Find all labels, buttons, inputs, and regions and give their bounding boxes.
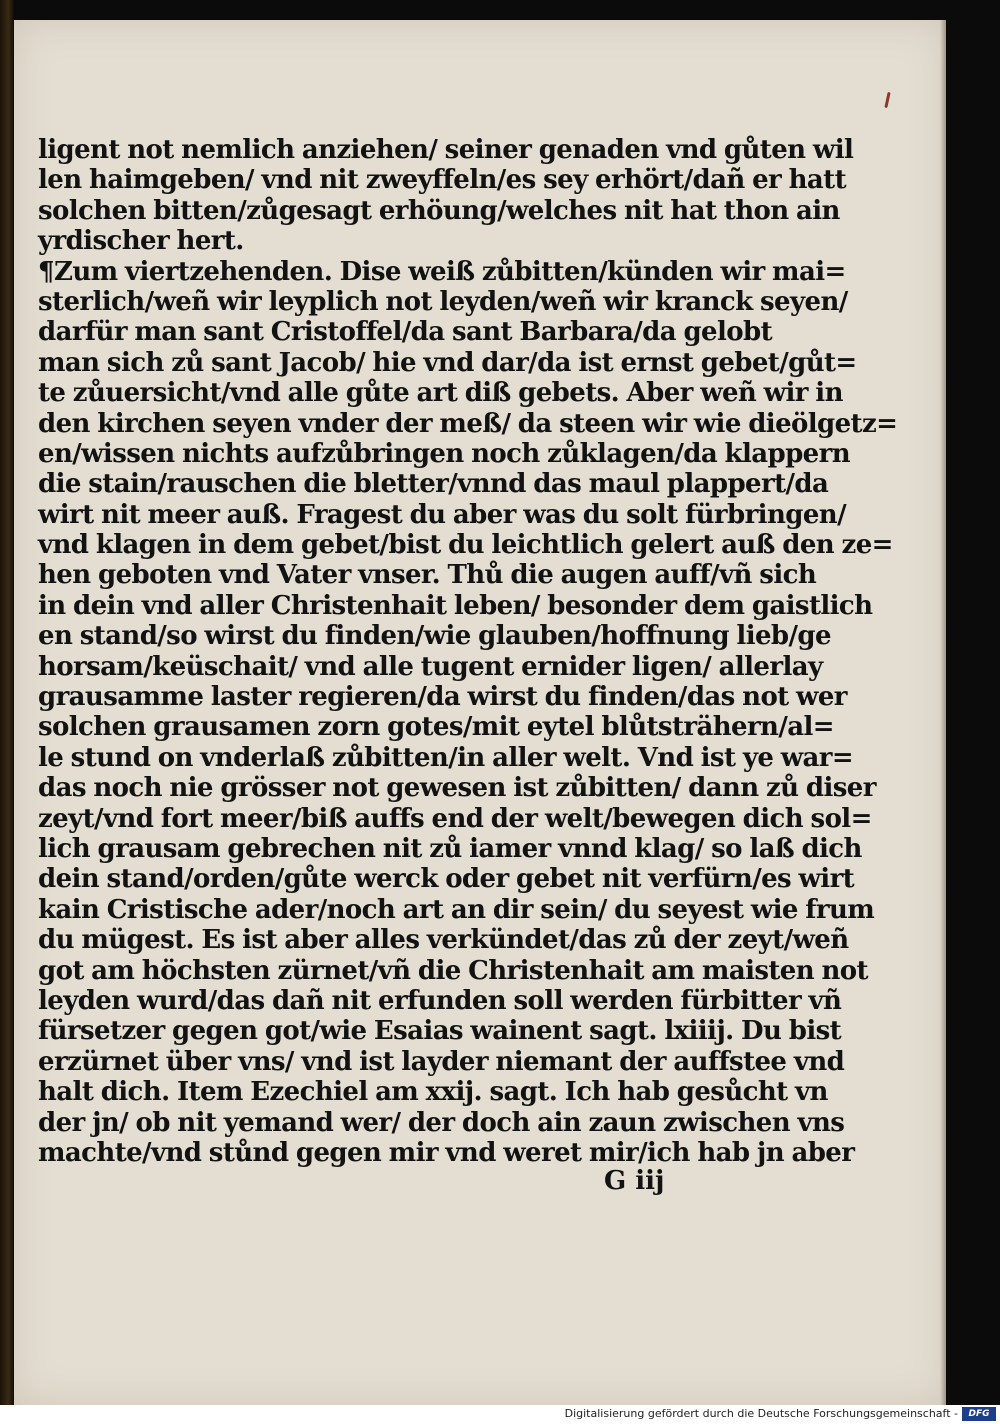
text-line: hen geboten vnd Vater vnser. Thů die augen auff/vñ sich bbox=[38, 560, 817, 591]
text-line: machte/vnd stůnd gegen mir vnd weret mir/ich hab jn aber bbox=[38, 1137, 855, 1168]
dfg-logo-icon: DFG bbox=[962, 1407, 996, 1421]
text-line: halt dich. Item Ezechiel am xxij. sagt. Ich hab gesůcht vn bbox=[38, 1077, 828, 1108]
text-line: erzürnet über vns/ vnd ist layder niemant der auffstee vnd bbox=[38, 1046, 845, 1077]
page-text-block bbox=[38, 135, 898, 1168]
text-line: dein stand/orden/gůte werck oder gebet nit verfürn/es wirt bbox=[38, 864, 855, 895]
text-line: vnd klagen in dem gebet/bist du leichtlich gelert auß den ze= bbox=[38, 530, 893, 561]
text-line: kain Cristische ader/noch art an dir sein/ du seyest wie frum bbox=[38, 894, 875, 925]
text-line: man sich zů sant Jacob/ hie vnd dar/da ist ernst gebet/gůt= bbox=[38, 347, 857, 378]
text-line: in dein vnd aller Christenhait leben/ besonder dem gaistlich bbox=[38, 590, 873, 621]
page-edge-shadow bbox=[940, 20, 946, 1405]
text-line: got am höchsten zürnet/vñ die Christenhait am maisten not bbox=[38, 955, 868, 986]
text-line: horsam/keüschait/ vnd alle tugent ernider ligen/ allerlay bbox=[38, 651, 823, 682]
funding-credit: Digitalisierung gefördert durch die Deutsche Forschungsgemeinschaft - bbox=[564, 1407, 958, 1420]
text-line: fürsetzer gegen got/wie Esaias wainent sagt. lxiiij. Du bist bbox=[38, 1016, 842, 1047]
text-line: ligent not nemlich anziehen/ seiner genaden vnd gůten wil bbox=[38, 135, 854, 165]
text-line: leyden wurd/das dañ nit erfunden soll werden fürbitter vñ bbox=[38, 985, 842, 1016]
book-page bbox=[14, 20, 946, 1405]
text-line: den kirchen seyen vnder der meß/ da steen wir wie dieölgetz= bbox=[38, 408, 898, 439]
text-line: solchen grausamen zorn gotes/mit eytel blůtsträhern/al= bbox=[38, 712, 834, 743]
text-line: len haimgeben/ vnd nit zweyffeln/es sey erhört/dañ er hatt bbox=[38, 165, 846, 196]
text-line: te zůuersicht/vnd alle gůte art diß gebets. Aber weñ wir in bbox=[38, 378, 843, 409]
text-line: darfür man sant Cristoffel/da sant Barbara/da gelobt bbox=[38, 317, 772, 348]
text-line: wirt nit meer auß. Fragest du aber was du solt fürbringen/ bbox=[38, 499, 846, 530]
book-spine-edge bbox=[0, 0, 14, 1405]
text-line: die stain/rauschen die bletter/vnnd das maul plappert/da bbox=[38, 469, 829, 500]
text-line: en stand/so wirst du finden/wie glauben/hoffnung lieb/ge bbox=[38, 621, 831, 652]
text-line: zeyt/vnd fort meer/biß auffs end der welt/bewegen dich sol= bbox=[38, 803, 872, 834]
footer-bar bbox=[0, 1405, 1000, 1424]
marginal-ink-mark bbox=[884, 92, 890, 108]
text-line: der jn/ ob nit yemand wer/ der doch ain zaun zwischen vns bbox=[38, 1107, 845, 1138]
signature-mark: G iij bbox=[604, 1166, 665, 1196]
text-line: das noch nie grösser not gewesen ist zůbitten/ dann zů diser bbox=[38, 773, 876, 804]
text-line: yrdischer hert. bbox=[38, 226, 244, 257]
text-line: sterlich/weñ wir leyplich not leyden/weñ wir kranck seyen/ bbox=[38, 286, 848, 317]
text-line: lich grausam gebrechen nit zů iamer vnnd klag/ so laß dich bbox=[38, 833, 862, 864]
text-line: ¶Zum viertzehenden. Dise weiß zůbitten/künden wir mai= bbox=[38, 256, 846, 287]
text-line: le stund on vnderlaß zůbitten/in aller welt. Vnd ist ye war= bbox=[38, 742, 854, 773]
text-line: grausamme laster regieren/da wirst du finden/das not wer bbox=[38, 682, 847, 713]
text-line: solchen bitten/zůgesagt erhöung/welches nit hat thon ain bbox=[38, 195, 840, 226]
text-line: du mügest. Es ist aber alles verkündet/das zů der zeyt/weñ bbox=[38, 925, 849, 956]
text-line: en/wissen nichts aufzůbringen noch zůklagen/da klappern bbox=[38, 438, 851, 469]
